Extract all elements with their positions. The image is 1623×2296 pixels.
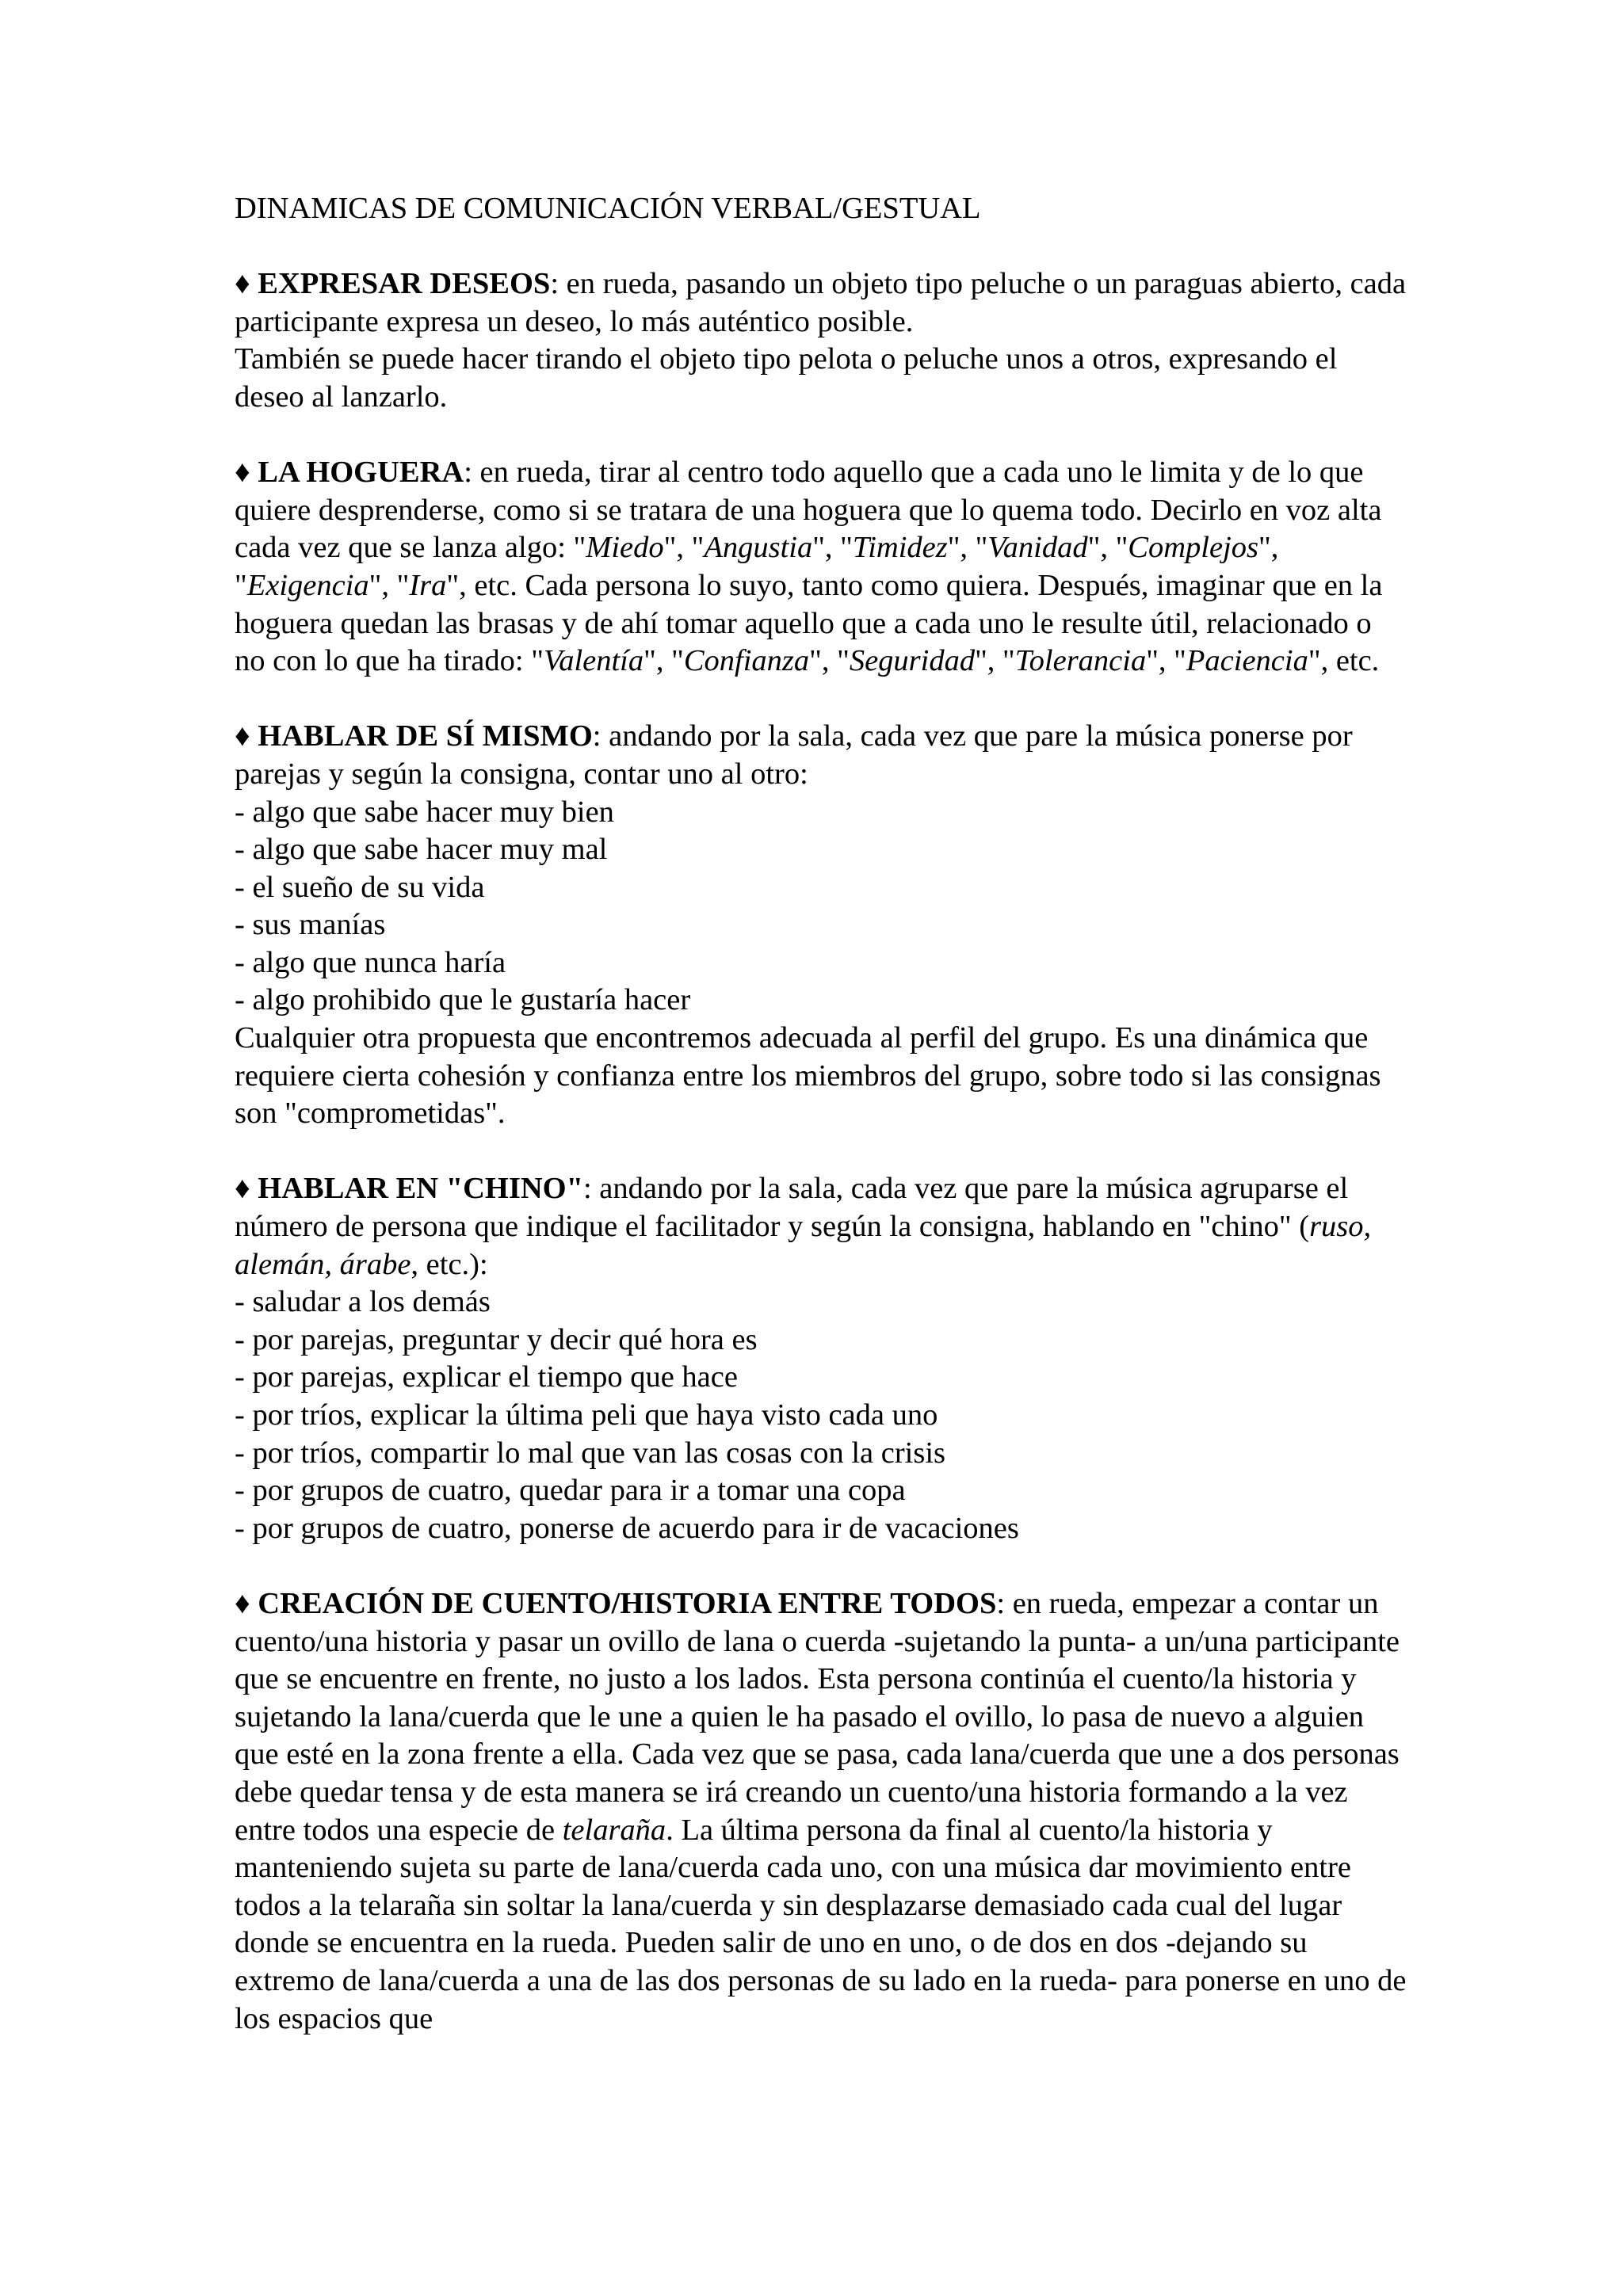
virtue-word: Valentía bbox=[543, 644, 644, 678]
fear-word: Ira bbox=[409, 568, 447, 602]
section-hablar-en-chino bbox=[235, 1170, 1407, 1547]
section-paragraph bbox=[235, 265, 1407, 341]
section-creacion-de-cuento bbox=[235, 1585, 1407, 2038]
prompt-list bbox=[235, 794, 1407, 1020]
document-page bbox=[235, 190, 1407, 2076]
section-heading: CREACIÓN DE CUENTO/HISTORIA ENTRE TODOS bbox=[258, 1586, 997, 1620]
section-paragraph: ♦ LA HOGUERA: en rueda, tirar al centro todo aquello que a cada uno le limita y de lo que quiere desprenderse, como si se tratara de una hoguera que lo quema todo. Decirlo en voz alta cada vez que se lanza algo: "Miedo", "Angustia", "Timidez", "Vanidad", "Complejos", "Exigencia", "Ira", etc. Cada persona lo suyo, tanto como quiera. Después, imaginar que en la hoguera quedan las brasas y de ahí tomar aquello que a cada uno le resulte útil, relacionado o no con lo que ha tirado: "Valentía", "Confianza", "Seguridad", "Tolerancia", "Paciencia", etc. bbox=[235, 456, 1383, 678]
list-item: - por grupos de cuatro, quedar para ir a tomar una copa bbox=[235, 1474, 906, 1508]
section-paragraph bbox=[235, 718, 1407, 793]
section-expresar-deseos bbox=[235, 265, 1407, 416]
section-text-outro: Cualquier otra propuesta que encontremos adecuada al perfil del grupo. Es una dinámica que requiere cierta cohesión y confianza entre los miembros del grupo, sobre todo si las consignas son "comprometidas". bbox=[235, 1021, 1381, 1131]
fear-word: Angustia bbox=[704, 531, 813, 565]
virtue-word: Confianza bbox=[683, 644, 810, 678]
list-item: - algo que nunca haría bbox=[235, 945, 506, 979]
section-text: , etc. Cada persona lo suyo, tanto como quiera. Después, imaginar que en la hoguera quedan las brasas y de ahí tomar aquello que a cada uno le resulte útil, relacionado o no con lo que ha tirado: bbox=[235, 568, 1383, 678]
fear-word: Exigencia bbox=[246, 568, 369, 602]
web-word: telaraña bbox=[562, 1813, 666, 1847]
fear-word: Complejos bbox=[1128, 531, 1258, 565]
fear-word: Miedo bbox=[586, 531, 664, 565]
list-item: - por parejas, preguntar y decir qué hora es bbox=[235, 1322, 758, 1356]
list-item: - por parejas, explicar el tiempo que hace bbox=[235, 1360, 738, 1394]
virtue-word: Paciencia bbox=[1186, 644, 1308, 678]
list-item: - por tríos, explicar la última peli que haya visto cada uno bbox=[235, 1398, 938, 1432]
list-item: - por tríos, compartir lo mal que van las cosas con la crisis bbox=[235, 1436, 946, 1470]
list-item: - algo que sabe hacer muy mal bbox=[235, 833, 608, 867]
section-text: : en rueda, tirar al centro todo aquello que a cada uno le limita y de lo que quiere desprenderse, como si se tratara de una hoguera que lo quema todo. Decirlo en voz alta cada vez que se lanza algo: bbox=[235, 456, 1382, 565]
section-text: , etc.): bbox=[411, 1247, 488, 1281]
virtue-word: Tolerancia bbox=[1014, 644, 1147, 678]
prompt-list bbox=[235, 1283, 1407, 1547]
bullet-diamond-icon: ♦ bbox=[235, 267, 250, 301]
section-heading: LA HOGUERA bbox=[258, 456, 464, 490]
list-item: - sus manías bbox=[235, 908, 386, 942]
section-text: : en rueda, pasando un objeto tipo peluche o un paraguas abierto, cada participante expresa un deseo, lo más auténtico posible. bbox=[235, 267, 1407, 338]
list-item: - algo que sabe hacer muy bien bbox=[235, 795, 614, 829]
section-text: . La última persona da final al cuento/la historia y manteniendo sujeta su parte de lana/cuerda cada uno, con una música dar movimiento entre todos a la telaraña sin soltar la lana/cuerda y sin desplazarse demasiado cada cual del lugar donde se encuentra en la rueda. Pueden salir de uno en uno, o de dos en dos -dejando su extremo de lana/cuerda a una de las dos personas de su lado en la rueda- para ponerse en uno de los espacios que bbox=[235, 1813, 1407, 2035]
section-text: : en rueda, empezar a contar un cuento/una historia y pasar un ovillo de lana o cuerda -sujetando la punta- a un/una participante que se encuentre en frente, no justo a los lados. Esta persona continúa el cuento/la historia y sujetando la lana/cuerda que le une a quien le ha pasado el ovillo, lo pasa de nuevo a alguien que esté en la zona frente a ella. Cada vez que se pasa, cada lana/cuerda que une a dos personas debe quedar tensa y de esta manera se irá creando un cuento/una historia formando a la vez entre todos una especie de bbox=[235, 1586, 1400, 1847]
section-text: , etc. bbox=[1320, 644, 1380, 678]
list-item: - el sueño de su vida bbox=[235, 870, 485, 904]
bullet-diamond-icon: ♦ bbox=[235, 456, 250, 490]
section-heading: HABLAR DE SÍ MISMO bbox=[258, 719, 593, 753]
list-item: - por grupos de cuatro, ponerse de acuerdo para ir de vacaciones bbox=[235, 1511, 1019, 1545]
section-text: : andando por la sala, cada vez que pare la música agruparse el número de persona que indique el facilitador y según la consigna, hablando en "chino" ( bbox=[235, 1172, 1349, 1244]
bullet-diamond-icon: ♦ bbox=[235, 1172, 250, 1206]
languages-text: ruso, alemán, árabe bbox=[235, 1210, 1372, 1281]
section-text-extra: También se puede hacer tirando el objeto tipo pelota o peluche unos a otros, expresando el deseo al lanzarlo. bbox=[235, 342, 1338, 414]
fear-word: Timidez bbox=[852, 531, 948, 565]
section-heading: EXPRESAR DESEOS bbox=[258, 267, 551, 301]
list-item: - saludar a los demás bbox=[235, 1285, 491, 1319]
section-paragraph bbox=[235, 1585, 1407, 2038]
section-la-hoguera bbox=[235, 454, 1407, 681]
section-text: : andando por la sala, cada vez que pare la música ponerse por parejas y según la consigna, contar uno al otro: bbox=[235, 719, 1353, 791]
section-paragraph bbox=[235, 1170, 1407, 1283]
bullet-diamond-icon: ♦ bbox=[235, 1586, 250, 1620]
virtue-word: Seguridad bbox=[849, 644, 976, 678]
fear-word: Vanidad bbox=[987, 531, 1088, 565]
bullet-diamond-icon: ♦ bbox=[235, 719, 250, 753]
section-heading: HABLAR EN "CHINO" bbox=[258, 1172, 583, 1206]
section-hablar-de-si-mismo bbox=[235, 718, 1407, 1133]
list-item: - algo prohibido que le gustaría hacer bbox=[235, 983, 691, 1017]
document-title: DINAMICAS DE COMUNICACIÓN VERBAL/GESTUAL bbox=[235, 192, 981, 225]
